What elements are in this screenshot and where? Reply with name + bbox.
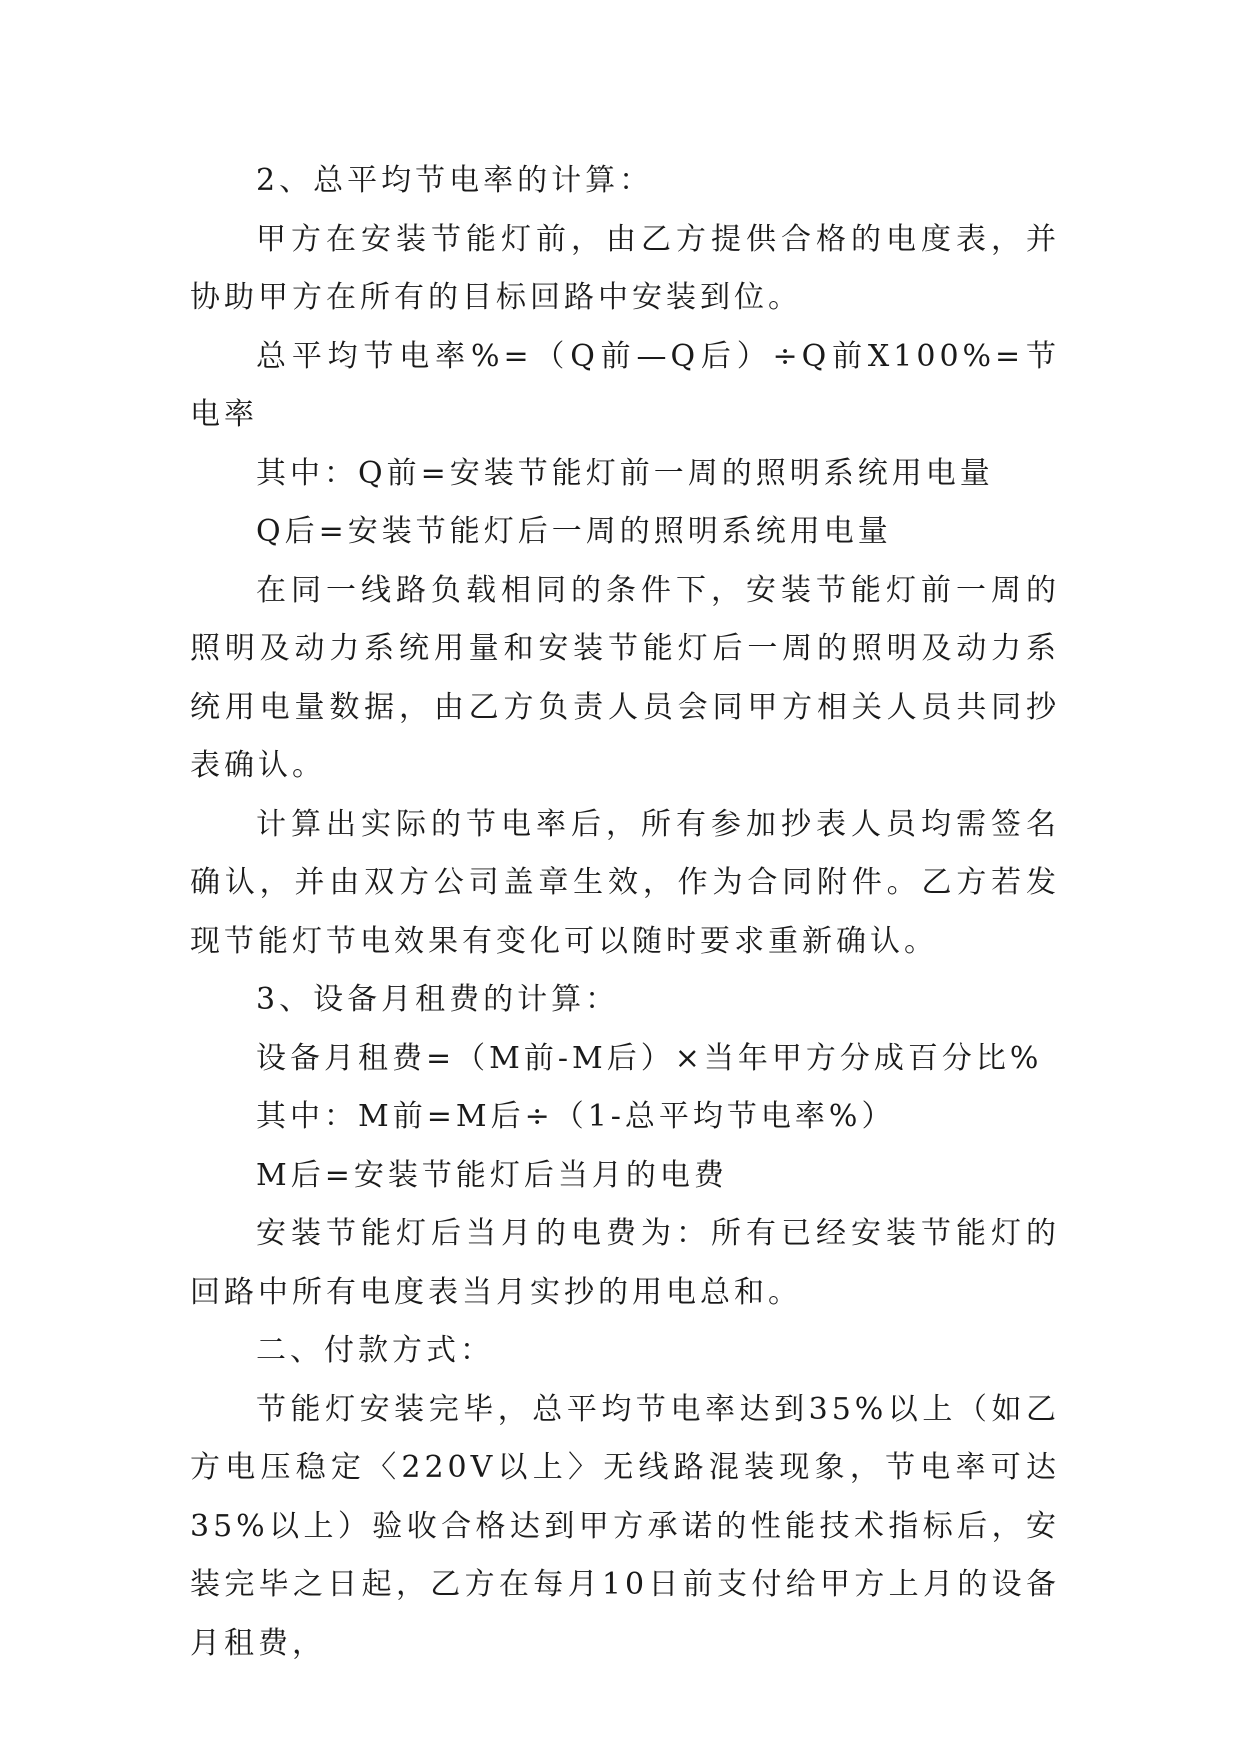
section-heading-savings-rate: 2、总平均节电率的计算： <box>256 163 654 198</box>
formula-rental-fee: 设备月租费=（M前-M后）×当年甲方分成百分比% <box>256 1040 1043 1076</box>
section-heading-payment-method: 二、付款方式： <box>256 1333 494 1368</box>
definition-q-after: Q后=安装节能灯后一周的照明系统用电量 <box>256 514 892 549</box>
section-heading-rental-fee: 3、设备月租费的计算： <box>256 982 620 1017</box>
formula-savings-rate: 总平均节电率%=（Q前—Q后）÷Q前X100%=节电率 <box>190 338 1060 432</box>
definition-m-after: M后=安装节能灯后当月的电费 <box>256 1157 728 1193</box>
paragraph-meter-installation: 甲方在安装节能灯前，由乙方提供合格的电度表，并协助甲方在所有的目标回路中安装到位。 <box>190 221 1060 315</box>
paragraph-confirmation: 计算出实际的节电率后，所有参加抄表人员均需签名确认，并由双方公司盖章生效，作为合同附件。乙方若发现节能灯节电效果有变化可以随时要求重新确认。 <box>190 806 1060 959</box>
paragraph-payment-terms: 节能灯安装完毕，总平均节电率达到35%以上（如乙方电压稳定〈220V以上〉无线路混装现象，节电率可达35%以上）验收合格达到甲方承诺的性能技术指标后，安装完毕之日起，乙方在每月10日前支付给甲方上月的设备月租费， <box>190 1391 1060 1661</box>
paragraph-monthly-fee: 安装节能灯后当月的电费为：所有已经安装节能灯的回路中所有电度表当月实抄的用电总和。 <box>190 1216 1060 1310</box>
definition-q-before: 其中：Q前=安装节能灯前一周的照明系统用电量 <box>256 455 994 491</box>
paragraph-meter-reading: 在同一线路负载相同的条件下，安装节能灯前一周的照明及动力系统用量和安装节能灯后一周的照明及动力系统用电量数据，由乙方负责人员会同甲方相关人员共同抄表确认。 <box>190 572 1060 783</box>
definition-m-before: 其中：M前=M后÷（1-总平均节电率%） <box>256 1099 896 1134</box>
document-body <box>190 152 1060 1673</box>
